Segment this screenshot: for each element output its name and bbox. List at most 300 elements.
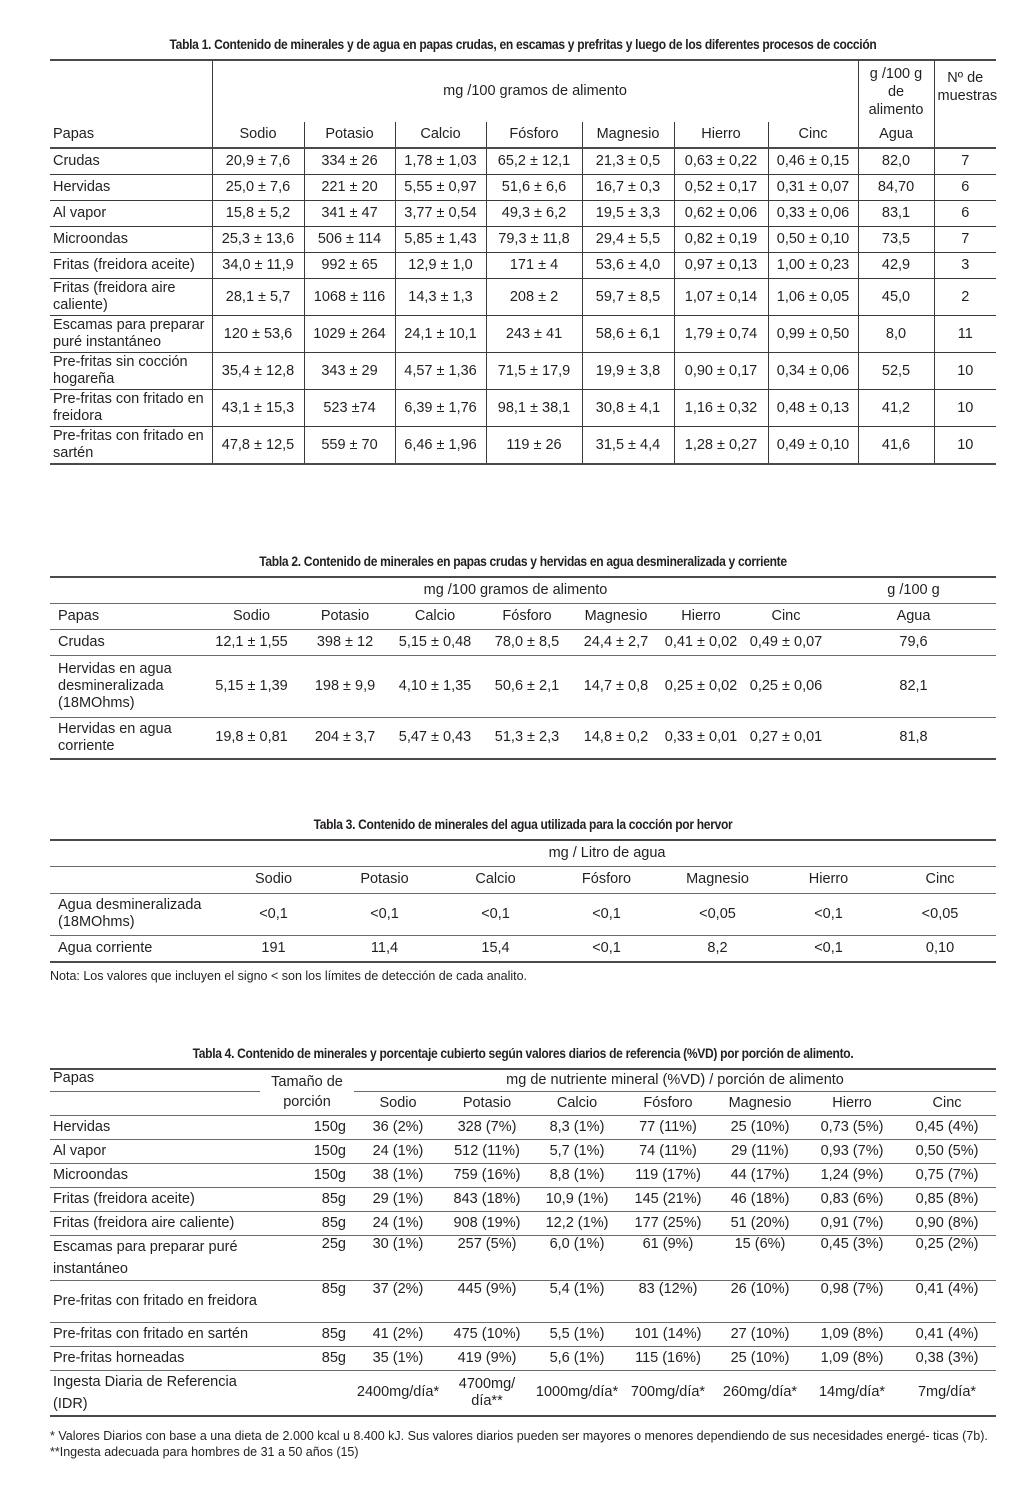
cell-value: 78,0 ± 8,5: [483, 629, 571, 655]
cell-value: 0,25 ± 0,02: [661, 655, 741, 717]
table3-note: Nota: Los valores que incluyen el signo < son los límites de detección de cada analito.: [50, 969, 528, 983]
cell-value: 11: [934, 316, 996, 353]
cell-value: 0,75 (7%): [898, 1163, 996, 1187]
table4-col-size-line2: porción: [260, 1091, 354, 1115]
table2-header-agua: Agua: [831, 603, 996, 629]
table-row: [50, 227, 996, 253]
idr-value: 260mg/día*: [714, 1370, 806, 1416]
table4-header-calcio: Calcio: [532, 1091, 622, 1115]
idr-value: 700mg/día*: [622, 1370, 714, 1416]
cell-value: 198 ± 9,9: [303, 655, 387, 717]
table-row: [50, 1163, 996, 1187]
table4-footnote: * Valores Diarios con base a una dieta de 2.000 kcal u 8.400 kJ. Sus valores diarios pueden ser mayores o menores dependiendo de sus necesidades energé- ticas (7b). **Ingesta adecuada para hombres de 31 a 50 años (15): [50, 1429, 988, 1459]
cell-value: 77 (11%): [622, 1115, 714, 1139]
cell-value: 221 ± 20: [304, 175, 395, 201]
table3-header-sodio: Sodio: [218, 866, 329, 893]
portion-size: 85g: [260, 1280, 354, 1322]
table1-header-fosforo: Fósforo: [486, 122, 582, 148]
cell-value: 6,0 (1%): [532, 1235, 622, 1280]
portion-size: 85g: [260, 1322, 354, 1346]
cell-value: 19,5 ± 3,3: [582, 201, 674, 227]
cell-value: 49,3 ± 6,2: [486, 201, 582, 227]
cell-value: 992 ± 65: [304, 253, 395, 279]
cell-value: 28,1 ± 5,7: [212, 279, 304, 316]
cell-value: 0,98 (7%): [806, 1280, 898, 1322]
cell-value: 0,27 ± 0,01: [741, 717, 831, 759]
row-label: Pre-fritas con fritado en sartén: [50, 1322, 260, 1346]
cell-value: 29,4 ± 5,5: [582, 227, 674, 253]
table4-col-size-line1: Tamaño de: [260, 1069, 354, 1091]
table4-header-hierro: Hierro: [806, 1091, 898, 1115]
cell-value: 82,0: [858, 148, 934, 175]
cell-value: 1,09 (8%): [806, 1322, 898, 1346]
table4-header-potasio: Potasio: [442, 1091, 532, 1115]
cell-value: 51 (20%): [714, 1211, 806, 1235]
cell-value: 145 (21%): [622, 1187, 714, 1211]
table-row: [50, 427, 996, 465]
table-row: [50, 1322, 996, 1346]
cell-value: 10: [934, 353, 996, 390]
cell-value: 3,77 ± 0,54: [395, 201, 486, 227]
table-row: [50, 201, 996, 227]
row-label: Microondas: [50, 1163, 260, 1187]
table-row: [50, 1235, 996, 1280]
row-label: Hervidas en agua corriente: [50, 717, 200, 759]
cell-value: 0,25 ± 0,06: [741, 655, 831, 717]
table-row: [50, 390, 996, 427]
cell-value: 25,3 ± 13,6: [212, 227, 304, 253]
table-row: [50, 1280, 996, 1322]
cell-value: 29 (11%): [714, 1139, 806, 1163]
cell-value: 35,4 ± 12,8: [212, 353, 304, 390]
table3-header-blank: [50, 866, 218, 893]
portion-size: 150g: [260, 1139, 354, 1163]
table-row: [50, 629, 996, 655]
row-label: Escamas para preparar puré instantáneo: [50, 1235, 260, 1280]
cell-value: 1029 ± 264: [304, 316, 395, 353]
table3-header-fosforo: Fósforo: [551, 866, 662, 893]
cell-value: 19,8 ± 0,81: [200, 717, 303, 759]
cell-value: 0,90 (8%): [898, 1211, 996, 1235]
cell-value: 523 ±74: [304, 390, 395, 427]
cell-value: 1,16 ± 0,32: [674, 390, 768, 427]
cell-value: 5,6 (1%): [532, 1346, 622, 1370]
cell-value: 1,06 ± 0,05: [768, 279, 858, 316]
cell-value: 31,5 ± 4,4: [582, 427, 674, 465]
row-label: Fritas (freidora aceite): [50, 1187, 260, 1211]
cell-value: 0,85 (8%): [898, 1187, 996, 1211]
cell-value: <0,05: [884, 893, 996, 935]
cell-value: 12,1 ± 1,55: [200, 629, 303, 655]
cell-value: 0,49 ± 0,07: [741, 629, 831, 655]
table3-group: mg / Litro de agua: [218, 840, 996, 866]
cell-value: 0,34 ± 0,06: [768, 353, 858, 390]
table2-header-fosforo: Fósforo: [483, 603, 571, 629]
table2-header-cinc: Cinc: [741, 603, 831, 629]
cell-value: 5,85 ± 1,43: [395, 227, 486, 253]
cell-value: 5,15 ± 0,48: [387, 629, 483, 655]
cell-value: 343 ± 29: [304, 353, 395, 390]
cell-value: 0,45 (3%): [806, 1235, 898, 1280]
table-row: [50, 175, 996, 201]
cell-value: 0,41 (4%): [898, 1280, 996, 1322]
cell-value: 171 ± 4: [486, 253, 582, 279]
idr-value: 2400mg/día*: [354, 1370, 442, 1416]
cell-value: 41 (2%): [354, 1322, 442, 1346]
table4-col-papas: Papas: [50, 1069, 260, 1091]
cell-value: 0,31 ± 0,07: [768, 175, 858, 201]
table1-header-potasio: Potasio: [304, 122, 395, 148]
portion-size: 85g: [260, 1211, 354, 1235]
table4-header-sodio: Sodio: [354, 1091, 442, 1115]
table1-header-sodio: Sodio: [212, 122, 304, 148]
table1-header-agua: Agua: [858, 122, 934, 148]
cell-value: 79,6: [831, 629, 996, 655]
cell-value: 24 (1%): [354, 1211, 442, 1235]
row-label: Hervidas: [50, 175, 212, 201]
cell-value: 36 (2%): [354, 1115, 442, 1139]
cell-value: 0,50 ± 0,10: [768, 227, 858, 253]
cell-value: 0,97 ± 0,13: [674, 253, 768, 279]
table-row: [50, 279, 996, 316]
portion-size: 150g: [260, 1163, 354, 1187]
cell-value: 51,6 ± 6,6: [486, 175, 582, 201]
cell-value: 24 (1%): [354, 1139, 442, 1163]
cell-value: 0,49 ± 0,10: [768, 427, 858, 465]
idr-value: 1000mg/día*: [532, 1370, 622, 1416]
table2-header-calcio: Calcio: [387, 603, 483, 629]
cell-value: 512 (11%): [442, 1139, 532, 1163]
row-label: Pre-fritas con fritado en sartén: [50, 427, 212, 465]
cell-value: 15 (6%): [714, 1235, 806, 1280]
portion-size: 85g: [260, 1346, 354, 1370]
table2-group-mg: mg /100 gramos de alimento: [200, 577, 831, 603]
cell-value: 12,2 (1%): [532, 1211, 622, 1235]
cell-value: 0,48 ± 0,13: [768, 390, 858, 427]
cell-value: 24,1 ± 10,1: [395, 316, 486, 353]
row-label: Ingesta Diaria de Referencia (IDR): [50, 1370, 260, 1416]
table3-header-calcio: Calcio: [440, 866, 551, 893]
cell-value: 1,07 ± 0,14: [674, 279, 768, 316]
table2-group-g: g /100 g: [831, 577, 996, 603]
table1-col-muestras: Nº de muestras: [934, 60, 996, 148]
row-label: Crudas: [50, 148, 212, 175]
cell-value: 0,38 (3%): [898, 1346, 996, 1370]
cell-value: 120 ± 53,6: [212, 316, 304, 353]
table1-header-hierro: Hierro: [674, 122, 768, 148]
cell-value: 119 (17%): [622, 1163, 714, 1187]
row-label: Pre-fritas horneadas: [50, 1346, 260, 1370]
cell-value: 115 (16%): [622, 1346, 714, 1370]
idr-value: 4700mg/ día**: [442, 1370, 532, 1416]
row-label: Pre-fritas con fritado en freidora: [50, 390, 212, 427]
cell-value: 10,9 (1%): [532, 1187, 622, 1211]
row-label: Fritas (freidora aire caliente): [50, 1211, 260, 1235]
cell-value: 21,3 ± 0,5: [582, 148, 674, 175]
row-label: Escamas para preparar puré instantáneo: [50, 316, 212, 353]
cell-value: 44 (17%): [714, 1163, 806, 1187]
row-label: Al vapor: [50, 1139, 260, 1163]
cell-value: 10: [934, 427, 996, 465]
cell-value: 45,0: [858, 279, 934, 316]
cell-value: 908 (19%): [442, 1211, 532, 1235]
table4-header-cinc: Cinc: [898, 1091, 996, 1115]
cell-value: 65,2 ± 12,1: [486, 148, 582, 175]
table-row: [50, 655, 996, 717]
portion-size: 150g: [260, 1115, 354, 1139]
cell-value: 16,7 ± 0,3: [582, 175, 674, 201]
cell-value: 12,9 ± 1,0: [395, 253, 486, 279]
idr-value: 7mg/día*: [898, 1370, 996, 1416]
cell-value: 58,6 ± 6,1: [582, 316, 674, 353]
cell-value: 7: [934, 227, 996, 253]
cell-value: 30,8 ± 4,1: [582, 390, 674, 427]
cell-value: 341 ± 47: [304, 201, 395, 227]
cell-value: 84,70: [858, 175, 934, 201]
cell-value: 37 (2%): [354, 1280, 442, 1322]
cell-value: 0,41 ± 0,02: [661, 629, 741, 655]
cell-value: 1,28 ± 0,27: [674, 427, 768, 465]
cell-value: 204 ± 3,7: [303, 717, 387, 759]
cell-value: 1,24 (9%): [806, 1163, 898, 1187]
cell-value: 1,09 (8%): [806, 1346, 898, 1370]
cell-value: 11,4: [329, 935, 440, 962]
table2-header-hierro: Hierro: [661, 603, 741, 629]
table2-header-sodio: Sodio: [200, 603, 303, 629]
table-row: [50, 717, 996, 759]
cell-value: 71,5 ± 17,9: [486, 353, 582, 390]
table3-header-potasio: Potasio: [329, 866, 440, 893]
portion-size: 25g: [260, 1235, 354, 1280]
cell-value: 47,8 ± 12,5: [212, 427, 304, 465]
table4-caption: Tabla 4. Contenido de minerales y porcentaje cubierto según valores diarios de referencia (%VD) por porción de alimento.: [192, 1045, 854, 1061]
cell-value: 119 ± 26: [486, 427, 582, 465]
cell-value: <0,1: [773, 935, 884, 962]
cell-value: 759 (16%): [442, 1163, 532, 1187]
cell-value: 19,9 ± 3,8: [582, 353, 674, 390]
row-label: Fritas (freidora aceite): [50, 253, 212, 279]
cell-value: <0,05: [662, 893, 773, 935]
cell-value: 0,99 ± 0,50: [768, 316, 858, 353]
cell-value: 191: [218, 935, 329, 962]
cell-value: 53,6 ± 4,0: [582, 253, 674, 279]
table1-header-cinc: Cinc: [768, 122, 858, 148]
cell-value: 0,52 ± 0,17: [674, 175, 768, 201]
cell-value: 74 (11%): [622, 1139, 714, 1163]
cell-value: 8,2: [662, 935, 773, 962]
cell-value: 559 ± 70: [304, 427, 395, 465]
table-row: [50, 935, 996, 962]
cell-value: 4,10 ± 1,35: [387, 655, 483, 717]
cell-value: 50,6 ± 2,1: [483, 655, 571, 717]
table-row: [50, 316, 996, 353]
table1-header-magnesio: Magnesio: [582, 122, 674, 148]
table3-caption: Tabla 3. Contenido de minerales del agua utilizada para la cocción por hervor: [313, 816, 733, 832]
cell-value: 20,9 ± 7,6: [212, 148, 304, 175]
cell-value: 24,4 ± 2,7: [571, 629, 661, 655]
cell-value: 398 ± 12: [303, 629, 387, 655]
cell-value: 506 ± 114: [304, 227, 395, 253]
cell-value: 0,33 ± 0,06: [768, 201, 858, 227]
cell-value: 8,8 (1%): [532, 1163, 622, 1187]
table1: [50, 59, 996, 465]
table4: [50, 1068, 996, 1417]
table2-header-magnesio: Magnesio: [571, 603, 661, 629]
cell-value: 4,57 ± 1,36: [395, 353, 486, 390]
table3-header-magnesio: Magnesio: [662, 866, 773, 893]
cell-value: 79,3 ± 11,8: [486, 227, 582, 253]
cell-value: 41,2: [858, 390, 934, 427]
table-row: [50, 253, 996, 279]
cell-value: 843 (18%): [442, 1187, 532, 1211]
cell-value: 0,62 ± 0,06: [674, 201, 768, 227]
cell-value: <0,1: [218, 893, 329, 935]
row-label: Pre-fritas con fritado en freidora: [50, 1280, 260, 1322]
row-label: Agua desmineralizada (18MOhms): [50, 893, 218, 935]
cell-value: 42,9: [858, 253, 934, 279]
table-row: [50, 353, 996, 390]
table4-header-fosforo: Fósforo: [622, 1091, 714, 1115]
cell-value: 0,45 (4%): [898, 1115, 996, 1139]
cell-value: 6,39 ± 1,76: [395, 390, 486, 427]
cell-value: 98,1 ± 38,1: [486, 390, 582, 427]
cell-value: 6: [934, 201, 996, 227]
row-label: Crudas: [50, 629, 200, 655]
cell-value: 81,8: [831, 717, 996, 759]
table2: [50, 576, 996, 760]
cell-value: 3: [934, 253, 996, 279]
cell-value: 73,5: [858, 227, 934, 253]
cell-value: 27 (10%): [714, 1322, 806, 1346]
table4-group: mg de nutriente mineral (%VD) / porción de alimento: [354, 1069, 996, 1091]
cell-value: 14,3 ± 1,3: [395, 279, 486, 316]
cell-value: 59,7 ± 8,5: [582, 279, 674, 316]
cell-value: 0,82 ± 0,19: [674, 227, 768, 253]
table4-header-magnesio: Magnesio: [714, 1091, 806, 1115]
portion-size: [260, 1370, 354, 1416]
idr-row: [50, 1370, 996, 1416]
cell-value: 34,0 ± 11,9: [212, 253, 304, 279]
cell-value: 8,3 (1%): [532, 1115, 622, 1139]
cell-value: 177 (25%): [622, 1211, 714, 1235]
cell-value: <0,1: [773, 893, 884, 935]
table1-header-calcio: Calcio: [395, 122, 486, 148]
cell-value: 25 (10%): [714, 1346, 806, 1370]
cell-value: 5,47 ± 0,43: [387, 717, 483, 759]
cell-value: 83,1: [858, 201, 934, 227]
cell-value: 0,91 (7%): [806, 1211, 898, 1235]
cell-value: 1,00 ± 0,23: [768, 253, 858, 279]
cell-value: 208 ± 2: [486, 279, 582, 316]
cell-value: 475 (10%): [442, 1322, 532, 1346]
cell-value: 328 (7%): [442, 1115, 532, 1139]
cell-value: 61 (9%): [622, 1235, 714, 1280]
cell-value: 2: [934, 279, 996, 316]
cell-value: 14,8 ± 0,2: [571, 717, 661, 759]
cell-value: <0,1: [551, 893, 662, 935]
cell-value: <0,1: [551, 935, 662, 962]
cell-value: 1,79 ± 0,74: [674, 316, 768, 353]
cell-value: 6,46 ± 1,96: [395, 427, 486, 465]
table-row: [50, 1187, 996, 1211]
table-row: [50, 1211, 996, 1235]
cell-value: 29 (1%): [354, 1187, 442, 1211]
cell-value: 5,5 (1%): [532, 1322, 622, 1346]
table-row: [50, 1346, 996, 1370]
row-label: Fritas (freidora aire caliente): [50, 279, 212, 316]
cell-value: 5,4 (1%): [532, 1280, 622, 1322]
cell-value: 0,83 (6%): [806, 1187, 898, 1211]
cell-value: 83 (12%): [622, 1280, 714, 1322]
cell-value: 46 (18%): [714, 1187, 806, 1211]
table-row: [50, 148, 996, 175]
cell-value: 35 (1%): [354, 1346, 442, 1370]
table1-header-papas: Papas: [50, 122, 212, 148]
table3-header-hierro: Hierro: [773, 866, 884, 893]
cell-value: 445 (9%): [442, 1280, 532, 1322]
row-label: Agua corriente: [50, 935, 218, 962]
table1-caption: Tabla 1. Contenido de minerales y de agua en papas crudas, en escamas y prefritas y luego de los diferentes procesos de cocción: [169, 36, 877, 52]
cell-value: 0,90 ± 0,17: [674, 353, 768, 390]
cell-value: 0,93 (7%): [806, 1139, 898, 1163]
cell-value: <0,1: [329, 893, 440, 935]
row-label: Hervidas en agua desmineralizada (18MOhms): [50, 655, 200, 717]
cell-value: 14,7 ± 0,8: [571, 655, 661, 717]
cell-value: 51,3 ± 2,3: [483, 717, 571, 759]
cell-value: 1,78 ± 1,03: [395, 148, 486, 175]
cell-value: 0,50 (5%): [898, 1139, 996, 1163]
table1-group-g: g /100 g de alimento: [858, 60, 934, 122]
table2-header-potasio: Potasio: [303, 603, 387, 629]
table3: [50, 839, 996, 963]
row-label: Pre-fritas sin cocción hogareña: [50, 353, 212, 390]
cell-value: 101 (14%): [622, 1322, 714, 1346]
cell-value: 5,15 ± 1,39: [200, 655, 303, 717]
cell-value: 6: [934, 175, 996, 201]
cell-value: 0,41 (4%): [898, 1322, 996, 1346]
cell-value: 334 ± 26: [304, 148, 395, 175]
table2-header-papas: Papas: [50, 603, 200, 629]
cell-value: 41,6: [858, 427, 934, 465]
table-row: [50, 893, 996, 935]
table3-header-cinc: Cinc: [884, 866, 996, 893]
cell-value: 30 (1%): [354, 1235, 442, 1280]
cell-value: 419 (9%): [442, 1346, 532, 1370]
cell-value: 10: [934, 390, 996, 427]
row-label: Hervidas: [50, 1115, 260, 1139]
table-row: [50, 1139, 996, 1163]
cell-value: 25 (10%): [714, 1115, 806, 1139]
cell-value: 0,73 (5%): [806, 1115, 898, 1139]
row-label: Microondas: [50, 227, 212, 253]
cell-value: 0,25 (2%): [898, 1235, 996, 1280]
table-row: [50, 1115, 996, 1139]
portion-size: 85g: [260, 1187, 354, 1211]
cell-value: 8,0: [858, 316, 934, 353]
cell-value: 43,1 ± 15,3: [212, 390, 304, 427]
cell-value: 243 ± 41: [486, 316, 582, 353]
cell-value: 52,5: [858, 353, 934, 390]
idr-value: 14mg/día*: [806, 1370, 898, 1416]
cell-value: 5,55 ± 0,97: [395, 175, 486, 201]
cell-value: 257 (5%): [442, 1235, 532, 1280]
table2-caption: Tabla 2. Contenido de minerales en papas crudas y hervidas en agua desmineralizada y corriente: [259, 553, 787, 569]
cell-value: 15,4: [440, 935, 551, 962]
table1-group-mg: mg /100 gramos de alimento: [212, 60, 858, 122]
cell-value: 1068 ± 116: [304, 279, 395, 316]
cell-value: 26 (10%): [714, 1280, 806, 1322]
cell-value: 0,33 ± 0,01: [661, 717, 741, 759]
